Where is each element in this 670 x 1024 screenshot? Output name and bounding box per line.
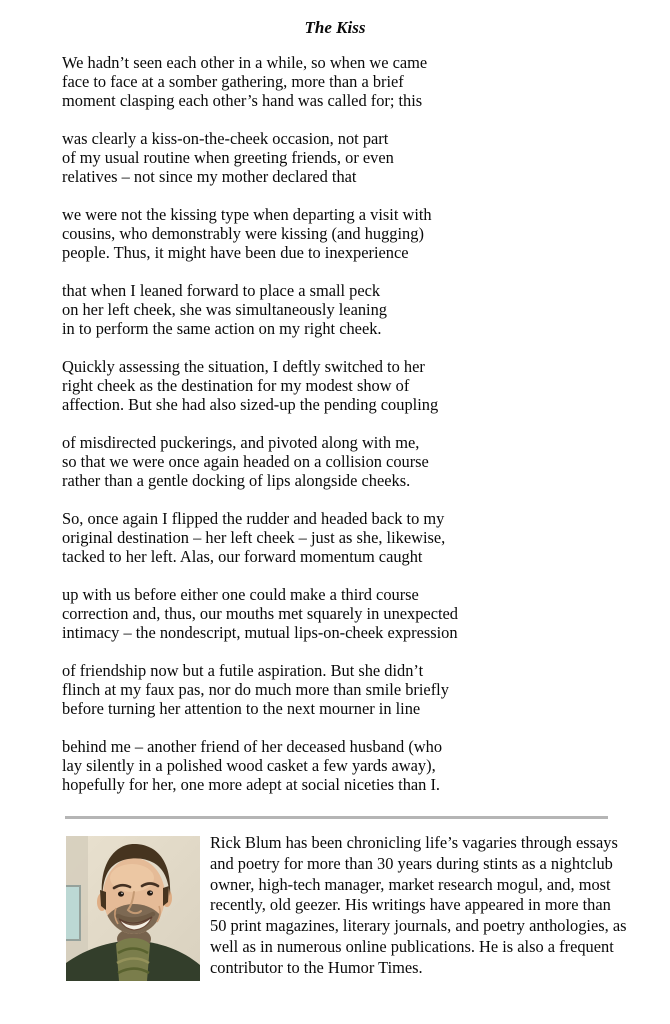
stanza-10 — [62, 737, 458, 794]
stanza-4 — [62, 281, 458, 338]
poem-line: right cheek as the destination for my modest show of — [62, 376, 410, 395]
poem-line: original destination – her left cheek – just as she, likewise, — [62, 528, 446, 547]
poem-line: Quickly assessing the situation, I deftly switched to her — [62, 357, 425, 376]
poem-line: cousins, who demonstrably were kissing (and hugging) — [62, 224, 424, 243]
poem-line: of my usual routine when greeting friends, or even — [62, 148, 394, 167]
poem-line: We hadn’t seen each other in a while, so when we came — [62, 53, 428, 72]
poem-line: moment clasping each other’s hand was called for; this — [62, 91, 423, 110]
bio-line: Rick Blum has been chronicling life’s vagaries through essays — [210, 833, 618, 852]
section-divider — [65, 816, 608, 819]
poem-title: The Kiss — [304, 18, 366, 37]
stanza-6 — [62, 433, 458, 490]
poem-line: intimacy – the nondescript, mutual lips-on-cheek expression — [62, 623, 458, 642]
poem-line: so that we were once again headed on a collision course — [62, 452, 429, 471]
poem-line: flinch at my faux pas, nor do much more than smile briefly — [62, 680, 449, 699]
poem-line: up with us before either one could make a third course — [62, 585, 419, 604]
poem-line: in to perform the same action on my right cheek. — [62, 319, 382, 338]
poem-line: on her left cheek, she was simultaneously leaning — [62, 300, 387, 319]
poem-line: face to face at a somber gathering, more than a brief — [62, 72, 404, 91]
poem-line: of misdirected puckerings, and pivoted along with me, — [62, 433, 420, 452]
poem-line: before turning her attention to the next mourner in line — [62, 699, 421, 718]
bio-line: and poetry for more than 30 years during stints as a nightclub — [210, 853, 613, 873]
bio-line: owner, high-tech manager, market research mogul, and, most — [210, 874, 611, 894]
poem-line: that when I leaned forward to place a small peck — [62, 281, 381, 300]
poem-line: affection. But she had also sized-up the pending coupling — [62, 395, 439, 414]
poem-line: lay silently in a polished wood casket a few yards away), — [62, 756, 436, 775]
poem-body — [62, 53, 458, 794]
stanza-9 — [62, 661, 458, 718]
poem-line: tacked to her left. Alas, our forward momentum caught — [62, 547, 423, 566]
poem-line: correction and, thus, our mouths met squarely in unexpected — [62, 604, 459, 623]
stanza-8 — [62, 585, 458, 642]
poem-line: hopefully for her, one more adept at social niceties than I. — [62, 775, 441, 794]
poem-line: was clearly a kiss-on-the-cheek occasion, not part — [62, 129, 389, 148]
bio-line: contributor to the Humor Times. — [210, 957, 423, 977]
poem-line: we were not the kissing type when departing a visit with — [62, 205, 432, 224]
bio-line: 50 print magazines, literary journals, and poetry anthologies, as — [210, 916, 627, 936]
poem-line: of friendship now but a futile aspiration. But she didn’t — [62, 661, 424, 680]
poem-line: rather than a gentle docking of lips alongside cheeks. — [62, 471, 411, 490]
bio-line: recently, old geezer. His writings have appeared in more than — [210, 895, 611, 915]
author-bio — [210, 833, 660, 979]
poem-line: people. Thus, it might have been due to inexperience — [62, 243, 409, 262]
stanza-3 — [62, 205, 458, 262]
stanza-2 — [62, 129, 458, 186]
stanza-5 — [62, 357, 458, 414]
stanza-1 — [62, 53, 458, 110]
stanza-7 — [62, 509, 458, 566]
bio-line: well as in numerous online publications. He is also a frequent — [210, 936, 614, 956]
poem-line: behind me – another friend of her deceased husband (who — [62, 737, 443, 756]
poem-line: relatives – not since my mother declared that — [62, 167, 357, 186]
poem-line: So, once again I flipped the rudder and headed back to my — [62, 509, 445, 528]
author-photo — [66, 836, 200, 981]
